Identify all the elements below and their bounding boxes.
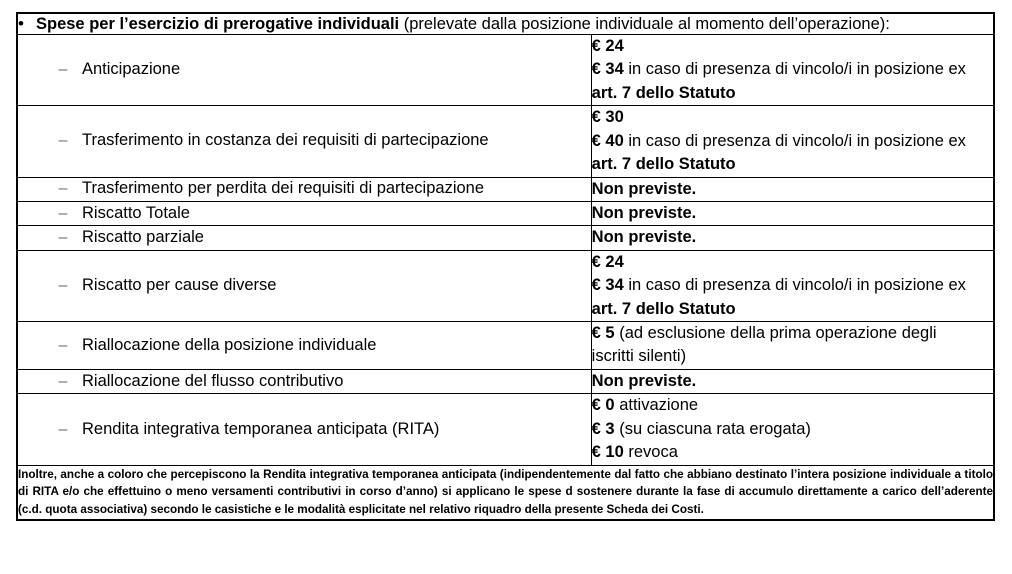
value-amount: € 0 bbox=[591, 396, 615, 415]
dash-icon: – bbox=[58, 229, 68, 247]
value-line bbox=[592, 394, 993, 417]
table-header-row bbox=[17, 13, 994, 34]
table-row bbox=[17, 106, 994, 177]
row-value-cell-riscatto-cause-diverse bbox=[591, 250, 994, 321]
value-note: in caso di presenza di vincolo/i in posizione ex bbox=[623, 60, 966, 79]
value-note: revoca bbox=[623, 443, 678, 462]
table-header-cell bbox=[17, 13, 994, 34]
row-label-cell-riscatto-cause-diverse bbox=[17, 250, 591, 321]
costs-table-body bbox=[17, 13, 994, 520]
row-label-cell-riallocazione-posizione bbox=[17, 322, 591, 370]
value-note: (ad esclusione della prima operazione degli bbox=[614, 324, 937, 343]
value-line bbox=[592, 418, 993, 441]
row-label-cell-riscatto-parziale bbox=[17, 226, 591, 250]
value-line bbox=[592, 441, 993, 464]
table-row bbox=[17, 250, 994, 321]
row-label: Trasferimento per perdita dei requisiti di partecipazione bbox=[82, 179, 485, 198]
row-label-cell-trasferimento-costanza bbox=[17, 106, 591, 177]
value-line bbox=[592, 178, 993, 201]
dash-icon: – bbox=[58, 372, 68, 390]
row-value-cell-rita bbox=[591, 394, 994, 465]
row-label-cell-riscatto-totale bbox=[17, 201, 591, 225]
value-note: art. 7 dello Statuto bbox=[591, 83, 736, 102]
value-amount: Non previste. bbox=[591, 371, 697, 390]
dash-icon: – bbox=[58, 132, 68, 150]
value-amount: Non previste. bbox=[591, 203, 697, 222]
table-footnote-row bbox=[17, 465, 994, 520]
table-header-title: Spese per l’esercizio di prerogative individuali bbox=[36, 15, 400, 33]
row-value-cell-riallocazione-flusso bbox=[591, 369, 994, 393]
dash-icon: – bbox=[58, 204, 68, 222]
value-line bbox=[592, 370, 993, 393]
table-row bbox=[17, 34, 994, 105]
row-value-cell-riscatto-parziale bbox=[591, 226, 994, 250]
value-note: art. 7 dello Statuto bbox=[591, 155, 736, 174]
bullet-icon: • bbox=[18, 14, 24, 33]
value-amount: € 24 bbox=[591, 36, 624, 55]
value-amount: € 30 bbox=[591, 108, 624, 127]
value-line bbox=[592, 130, 993, 153]
table-header-subtitle: (prelevate dalla posizione individuale al momento dell’operazione): bbox=[399, 15, 890, 33]
value-line bbox=[592, 202, 993, 225]
table-header-line bbox=[18, 14, 993, 34]
dash-icon: – bbox=[58, 277, 68, 294]
value-note: in caso di presenza di vincolo/i in posizione ex bbox=[623, 276, 966, 295]
row-label-cell-rita bbox=[17, 394, 591, 465]
value-note: in caso di presenza di vincolo/i in posizione ex bbox=[623, 131, 966, 150]
table-footnote-cell bbox=[17, 465, 994, 520]
row-label: Riscatto parziale bbox=[82, 228, 204, 247]
row-label-cell-riallocazione-flusso bbox=[17, 369, 591, 393]
dash-icon: – bbox=[58, 420, 68, 438]
value-amount: € 34 bbox=[591, 276, 624, 295]
table-row bbox=[17, 322, 994, 370]
dash-icon: – bbox=[58, 61, 68, 79]
value-line bbox=[592, 251, 993, 274]
value-line bbox=[592, 35, 993, 58]
row-label: Anticipazione bbox=[82, 60, 181, 79]
row-value-cell-riallocazione-posizione bbox=[591, 322, 994, 370]
value-note: attivazione bbox=[614, 396, 699, 415]
value-line bbox=[592, 106, 993, 129]
row-value-cell-anticipazione bbox=[591, 34, 994, 105]
row-label: Riallocazione del flusso contributivo bbox=[82, 371, 344, 390]
row-label: Riallocazione della posizione individuale bbox=[82, 335, 377, 354]
table-row bbox=[17, 201, 994, 225]
value-amount: € 24 bbox=[591, 252, 624, 271]
value-amount: € 10 bbox=[591, 443, 624, 462]
value-amount: Non previste. bbox=[591, 179, 697, 198]
row-label: Trasferimento in costanza dei requisiti di partecipazione bbox=[82, 131, 489, 150]
table-row bbox=[17, 226, 994, 250]
row-label: Rendita integrativa temporanea anticipata (RITA) bbox=[82, 419, 440, 438]
footnote-text: Inoltre, anche a coloro che percepiscono la Rendita integrativa temporanea anticipata (indipendentemente dal fatto che abbiano destinato l’intera posizione individuale a titolo di RITA e/o che effettuino o meno versamenti contributivi in corso d’anno) si applicano le spese d sostenere durante la fase di accumulo direttamente a carico dell’aderente (c.d. quota associativa) secondo le casistiche e le modalità esplicitate nel relativo riquadro della presente Scheda dei Costi. bbox=[18, 467, 993, 517]
value-amount: € 3 bbox=[591, 419, 615, 438]
table-row bbox=[17, 394, 994, 465]
value-amount: € 34 bbox=[591, 60, 624, 79]
table-row bbox=[17, 177, 994, 201]
value-line bbox=[592, 226, 993, 249]
row-value-cell-riscatto-totale bbox=[591, 201, 994, 225]
value-amount: € 5 bbox=[591, 324, 615, 343]
value-note: art. 7 dello Statuto bbox=[591, 299, 736, 318]
row-value-cell-trasferimento-costanza bbox=[591, 106, 994, 177]
value-line bbox=[592, 345, 993, 368]
table-row bbox=[17, 369, 994, 393]
costs-table bbox=[16, 12, 995, 521]
row-label-cell-anticipazione bbox=[17, 34, 591, 105]
value-amount: € 40 bbox=[591, 131, 624, 150]
dash-icon: – bbox=[58, 336, 68, 354]
value-line bbox=[592, 322, 993, 345]
row-label: Riscatto per cause diverse bbox=[82, 276, 277, 294]
value-line bbox=[592, 58, 993, 81]
value-note: (su ciascuna rata erogata) bbox=[614, 419, 811, 438]
row-label-cell-trasferimento-perdita bbox=[17, 177, 591, 201]
value-amount: Non previste. bbox=[591, 228, 697, 247]
value-line bbox=[592, 298, 993, 321]
value-note: iscritti silenti) bbox=[591, 347, 687, 366]
value-line bbox=[592, 82, 993, 105]
row-label: Riscatto Totale bbox=[82, 203, 190, 222]
value-line bbox=[592, 274, 993, 297]
value-line bbox=[592, 153, 993, 176]
row-value-cell-trasferimento-perdita bbox=[591, 177, 994, 201]
dash-icon: – bbox=[58, 180, 68, 198]
